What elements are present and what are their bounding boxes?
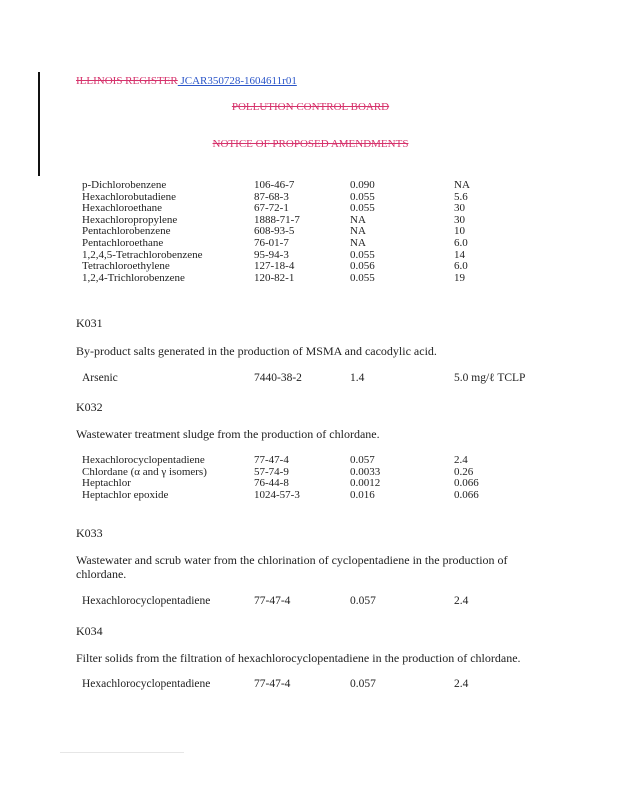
constituent-name: Hexachlorocyclopentadiene: [82, 678, 211, 690]
waste-code-k033: K033: [76, 526, 103, 540]
wastewater-standard: NA: [350, 213, 366, 226]
footer-scan-mark: [60, 752, 184, 753]
register-inserted-text: JCAR350728-1604611r01: [177, 75, 297, 87]
constituent-name: Hexachlorocyclopentadiene: [82, 454, 205, 466]
wastewater-standard: NA: [350, 236, 366, 249]
cas-number: 77-47-4: [254, 454, 289, 466]
constituent-row: [82, 596, 534, 608]
cas-number: 127-18-4: [254, 260, 295, 273]
register-deleted-text: ILLINOIS REGISTER: [76, 75, 178, 87]
cas-number: 67-72-1: [254, 202, 289, 215]
constituent-name: 1,2,4-Trichlorobenzene: [82, 271, 185, 284]
constituent-name: Hexachloropropylene: [82, 213, 178, 226]
waste-description-k033: Wastewater and scrub water from the chlorination of cyclopentadiene in the production of chlordane.: [76, 553, 508, 581]
wastewater-standard: 0.055: [350, 271, 375, 284]
constituent-name: Hexachloroethane: [82, 202, 163, 215]
board-title: [0, 101, 621, 113]
constituent-name: 1,2,4,5-Tetrachlorobenzene: [82, 248, 203, 261]
nonwastewater-standard: 2.4: [454, 454, 468, 466]
cas-number: 76-44-8: [254, 477, 289, 490]
nonwastewater-standard: 5.6: [454, 190, 468, 203]
cas-number: 106-46-7: [254, 179, 295, 191]
nonwastewater-standard: 6.0: [454, 260, 468, 273]
nonwastewater-standard: NA: [454, 179, 470, 191]
constituent-row: [82, 273, 534, 285]
wastewater-standard: 0.0033: [350, 465, 381, 478]
nonwastewater-standard: 30: [454, 202, 465, 215]
constituent-table-k033: [82, 596, 534, 608]
cas-number: 7440-38-2: [254, 372, 302, 384]
cas-number: 57-74-9: [254, 465, 289, 478]
wastewater-standard: 0.057: [350, 454, 375, 466]
wastewater-standard: 0.057: [350, 595, 376, 607]
register-header: [76, 75, 297, 87]
constituent-name: Tetrachloroethylene: [82, 260, 170, 273]
cas-number: 76-01-7: [254, 236, 289, 249]
nonwastewater-standard: 0.066: [454, 477, 479, 490]
wastewater-standard: 1.4: [350, 372, 365, 384]
constituent-table-k032: [82, 455, 534, 501]
nonwastewater-standard: 2.4: [454, 595, 469, 607]
wastewater-standard: 0.055: [350, 248, 375, 261]
notice-title: [0, 138, 621, 150]
nonwastewater-standard: 2.4: [454, 678, 469, 690]
waste-code-k032: K032: [76, 400, 103, 414]
constituent-row: [82, 679, 534, 691]
cas-number: 77-47-4: [254, 595, 291, 607]
constituent-name: Pentachloroethane: [82, 236, 164, 249]
nonwastewater-standard: 5.0 mg/ℓ TCLP: [454, 372, 526, 384]
constituent-row: [82, 261, 534, 273]
constituent-table-continued: [82, 180, 534, 284]
cas-number: 120-82-1: [254, 271, 295, 284]
nonwastewater-standard: 19: [454, 271, 465, 284]
constituent-row: [82, 455, 534, 467]
constituent-name: Heptachlor: [82, 477, 131, 490]
constituent-table-k034: [82, 679, 534, 691]
wastewater-standard: 0.056: [350, 260, 375, 273]
constituent-name: Pentachlorobenzene: [82, 225, 171, 238]
constituent-row: [82, 490, 534, 502]
constituent-name: Arsenic: [82, 372, 118, 384]
wastewater-standard: 0.057: [350, 678, 376, 690]
constituent-row: [82, 180, 534, 192]
constituent-table-k031: [82, 373, 534, 385]
nonwastewater-standard: 0.066: [454, 488, 479, 501]
wastewater-standard: NA: [350, 225, 366, 238]
constituent-name: Heptachlor epoxide: [82, 488, 169, 501]
cas-number: 1888-71-7: [254, 213, 300, 226]
nonwastewater-standard: 6.0: [454, 236, 468, 249]
constituent-name: p-Dichlorobenzene: [82, 179, 167, 191]
constituent-row: [82, 238, 534, 250]
cas-number: 87-68-3: [254, 190, 289, 203]
nonwastewater-standard: 0.26: [454, 465, 474, 478]
wastewater-standard: 0.055: [350, 202, 375, 215]
waste-code-k031: K031: [76, 316, 103, 330]
notice-title-text: NOTICE OF PROPOSED AMENDMENTS: [212, 138, 409, 150]
revision-change-bar: [38, 72, 40, 176]
nonwastewater-standard: 30: [454, 213, 465, 226]
nonwastewater-standard: 10: [454, 225, 465, 238]
waste-description-k031: By-product salts generated in the production of MSMA and cacodylic acid.: [76, 344, 437, 358]
board-title-text: POLLUTION CONTROL BOARD: [231, 101, 390, 113]
wastewater-standard: 0.090: [350, 179, 375, 191]
waste-description-k032: Wastewater treatment sludge from the production of chlordane.: [76, 427, 380, 441]
waste-description-k034: Filter solids from the filtration of hexachlorocyclopentadiene in the production of chlordane.: [76, 651, 521, 665]
constituent-name: Hexachlorocyclopentadiene: [82, 595, 211, 607]
cas-number: 1024-57-3: [254, 488, 300, 501]
constituent-row: [82, 373, 534, 385]
constituent-name: Hexachlorobutadiene: [82, 190, 177, 203]
waste-code-k034: K034: [76, 624, 103, 638]
nonwastewater-standard: 14: [454, 248, 465, 261]
constituent-name: Chlordane (α and γ isomers): [82, 465, 207, 478]
cas-number: 77-47-4: [254, 678, 291, 690]
wastewater-standard: 0.055: [350, 190, 375, 203]
cas-number: 608-93-5: [254, 225, 295, 238]
wastewater-standard: 0.0012: [350, 477, 381, 490]
cas-number: 95-94-3: [254, 248, 289, 261]
wastewater-standard: 0.016: [350, 488, 375, 501]
